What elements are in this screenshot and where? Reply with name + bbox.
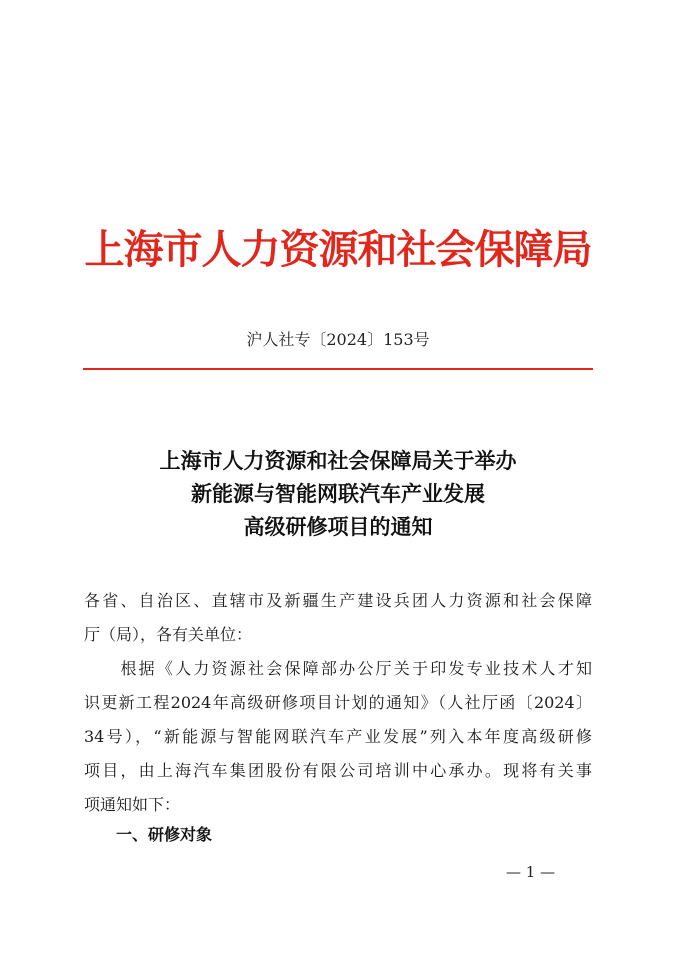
body-paragraph xyxy=(84,652,592,822)
page-number: — 1 — xyxy=(506,863,556,881)
section-heading-trainees: 一、研修对象 xyxy=(116,825,213,844)
notice-title xyxy=(0,444,676,543)
title-line-2: 新能源与智能网联汽车产业发展 xyxy=(191,481,485,506)
red-divider-line xyxy=(83,368,593,370)
paragraph-line-4: 项目，由上海汽车集团股份有限公司培训中心承办。现将有关事 xyxy=(84,761,592,780)
issuing-authority-header: 上海市人力资源和社会保障局 xyxy=(84,226,592,273)
addressee-block xyxy=(84,584,592,652)
paragraph-line-3: 34号），“新能源与智能网联汽车产业发展”列入本年度高级研修 xyxy=(84,727,592,746)
paragraph-line-5: 项通知如下： xyxy=(84,795,181,814)
paragraph-line-1: 根据《人力资源社会保障部办公厅关于印发专业技术人才知 xyxy=(84,659,592,678)
addressee-line-1: 各省、自治区、直辖市及新疆生产建设兵团人力资源和社会保障 xyxy=(84,591,592,610)
document-number: 沪人社专〔2024〕153号 xyxy=(246,330,430,349)
title-line-1: 上海市人力资源和社会保障局关于举办 xyxy=(159,448,517,473)
title-line-3: 高级研修项目的通知 xyxy=(243,514,433,539)
addressee-line-2: 厅（局），各有关单位： xyxy=(84,625,253,644)
paragraph-line-2: 识更新工程2024年高级研修项目计划的通知》（人社厅函〔2024〕 xyxy=(84,693,592,712)
